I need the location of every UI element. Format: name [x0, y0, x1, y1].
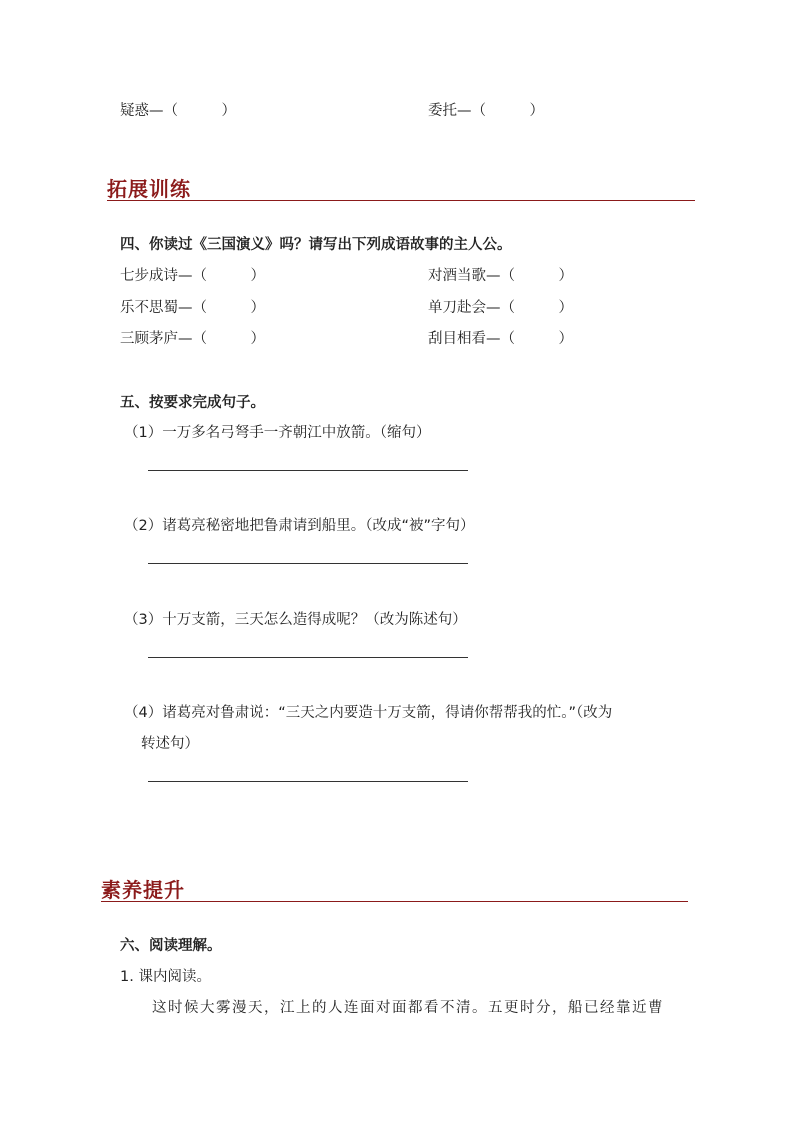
section-divider [107, 200, 695, 201]
sentence-item-3: （3）十万支箭，三天怎么造得成呢？（改为陈述句） [124, 612, 467, 628]
section-title-literacy: 素养提升 [101, 878, 185, 902]
idiom-item: 七步成诗—（ ） [120, 268, 265, 284]
idiom-item: 刮目相看—（ ） [428, 331, 573, 347]
answer-line[interactable] [148, 470, 468, 471]
idiom-item: 三顾茅庐—（ ） [120, 331, 265, 347]
idiom-item: 对酒当歌—（ ） [428, 268, 573, 284]
idiom-item: 乐不思蜀—（ ） [120, 300, 265, 316]
sentence-item-2: （2）诸葛亮秘密地把鲁肃请到船里。（改成“被”字句） [124, 518, 475, 534]
sentence-item-4-continued: 转述句） [141, 736, 199, 752]
idiom-item: 单刀赴会—（ ） [428, 300, 573, 316]
question-5-heading: 五、按要求完成句子。 [120, 395, 265, 411]
word-item-yihuo: 疑惑—（ ） [120, 103, 236, 119]
answer-line[interactable] [148, 781, 468, 782]
word-item-weituo: 委托—（ ） [428, 103, 544, 119]
answer-line[interactable] [148, 657, 468, 658]
question-4-heading: 四、你读过《三国演义》吗？请写出下列成语故事的主人公。 [120, 237, 512, 253]
question-6-subheading: 1. 课内阅读。 [120, 969, 211, 985]
section-divider [101, 901, 688, 902]
reading-passage: 这时候大雾漫天，江上的人连面对面都看不清。五更时分，船已经靠近曹 [152, 1000, 664, 1016]
section-title-extension: 拓展训练 [107, 177, 191, 201]
sentence-item-4: （4）诸葛亮对鲁肃说：“三天之内要造十万支箭，得请你帮帮我的忙。”（改为 [124, 705, 613, 721]
question-6-heading: 六、阅读理解。 [120, 938, 222, 954]
sentence-item-1: （1）一万多名弓弩手一齐朝江中放箭。（缩句） [124, 425, 431, 441]
answer-line[interactable] [148, 563, 468, 564]
